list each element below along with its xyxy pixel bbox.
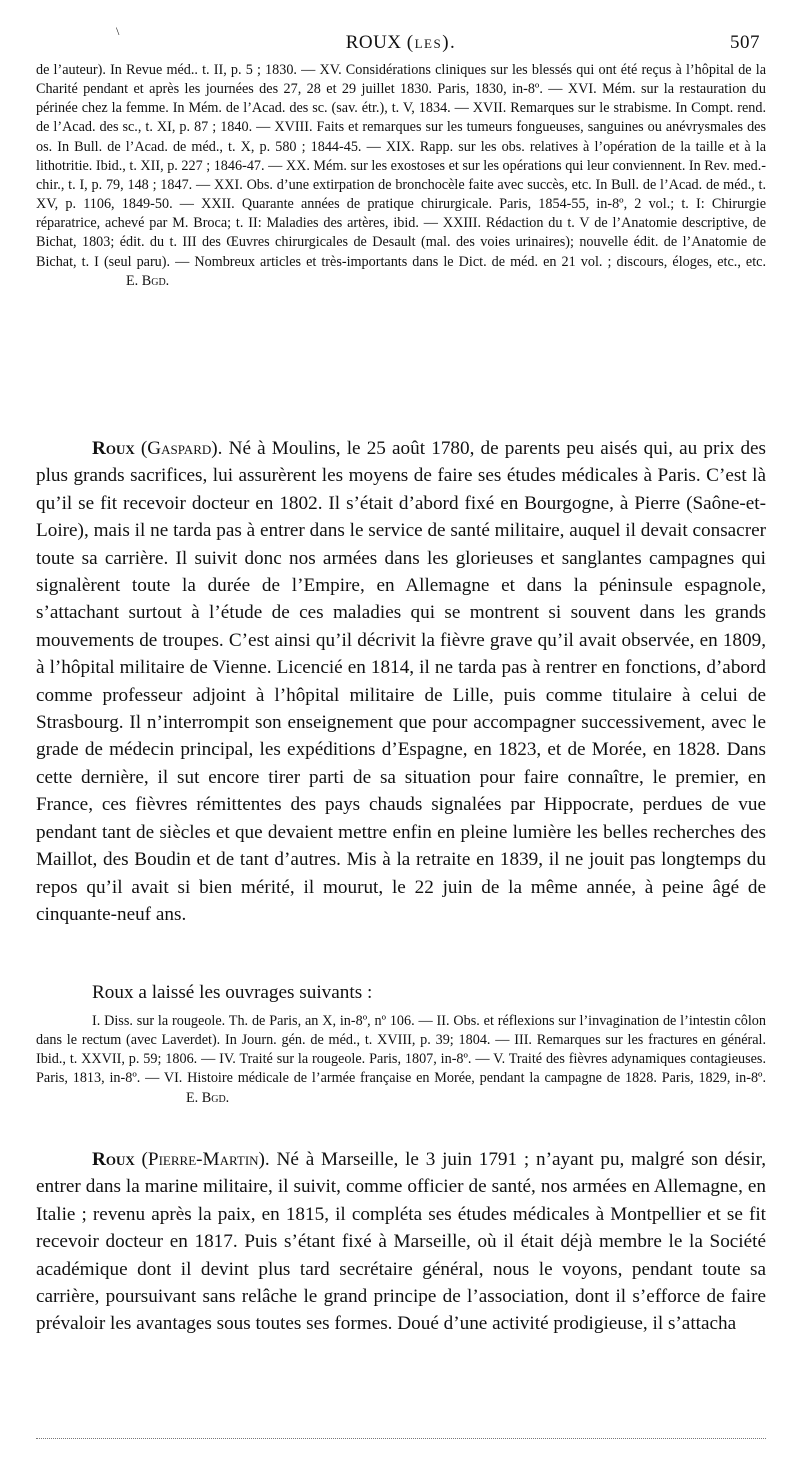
works-list <box>36 1012 766 1108</box>
entry-headword: Roux <box>92 438 135 459</box>
entry-headword: Roux <box>92 1149 135 1170</box>
previous-entry-bibliography <box>36 61 766 291</box>
page-number: 507 <box>730 32 760 53</box>
entry-paragraph <box>36 1146 766 1338</box>
header-title-paren: (les). <box>406 32 457 53</box>
works-intro: Roux a laissé les ouvrages suivants : <box>92 982 373 1003</box>
margin-tick-mark: \ <box>116 24 120 38</box>
header-title-main: ROUX <box>345 32 402 53</box>
bottom-dotted-rule <box>36 1438 766 1439</box>
bibliography-paragraph <box>36 61 766 291</box>
entry-body-text: Né à Moulins, le 25 août 1780, de parents peu aisés qui, au prix des plus grands sacrifices, lui assurèrent les moyens de faire ses études médicales à Paris. C’est là qu’il se fit recevoir docteur en 1802. Il s’était d’abord fixé en Bourgogne, à Pierre (Saône-et-Loire), mais il ne tarda pas à entrer dans le service de santé militaire, auquel il devait consacrer toute sa carrière. Il suivit donc nos armées dans les glorieuses et sanglantes campagnes qui signalèrent toute la durée de l’Empire, en Allemagne et dans la péninsule espagnole, s’attachant surtout à l’étude de ces maladies qui se montrent si souvent dans les grands mouvements de troupes. C’est ainsi qu’il décrivit la fièvre grave qu’il avait observée, en 1809, à l’hôpital militaire de Vienne. Licencié en 1814, il ne tarda pas à rentrer en fonctions, d’abord comme professeur adjoint à l’hôpital militaire de Lille, puis comme titulaire à celui de Strasbourg. Il n’interrompit son enseignement que pour accompagner successivement, avec le grade de médecin principal, les expéditions d’Espagne, en 1823, et de Morée, en 1828. Dans cette dernière, il sut encore tirer parti de sa situation pour faire connaître, le premier, en France, ces fièvres rémittentes des pays chauds signalées par Hippocrate, perdues de vue pendant tant de siècles et que devaient mettre enfin en pleine lumière les belles recherches des Maillot, des Boudin et de tant d’autres. Mis à la retraite en 1839, il ne jouit pas longtemps du repos qu’il avait si bien mérité, il mourut, le 22 juin de la même année, à peine âgé de cinquante-neuf ans. <box>36 438 767 925</box>
author-signature: E. Bgd. <box>126 272 170 289</box>
bibliography-text: de l’auteur). In Revue méd.. t. II, p. 5 ; 1830. — XV. Considérations cliniques sur les blessés qui ont été reçus à l’hôpital de la Charité pendant et après les journées des 27, 28 et 29 juillet 1830. Paris, 1830, in-8º. — XVI. Mém. sur la restauration du périnée chez la femme. In Mém. de l’Acad. des sc. (sav. étr.), t. V, 1834. — XVII. Remarques sur le strabisme. In Compt. rend. de l’Acad. des sc., t. XI, p. 87 ; 1840. — XVIII. Faits et remarques sur les tumeurs fongueuses, sanguines ou anévrysmales des os. In Bull. de l’Acad. de méd., t. X, p. 580 ; 1844-45. — XIX. Rapp. sur les obs. relatives à l’opération de la taille et à la lithotritie. Ibid., t. XII, p. 227 ; 1846-47. — XX. Mém. sur les exostoses et sur les opérations qui leur conviennent. In Rev. med.-chir., t. I, p. 79, 148 ; 1847. — XXI. Obs. d’une extirpation de bronchocèle faite avec succès, etc. In Bull. de l’Acad. de méd., t. XV, p. 1106, 1849-50. — XXII. Quarante années de pratique chirurgicale. Paris, 1854-55, in-8º, 2 vol.; t. I: Chirurgie réparatrice, achevé par M. Broca; t. II: Maladies des artères, ibid. — XXIII. Rédaction du t. V de l’Anatomie descriptive, de Bichat, 1803; édit. du t. III des Œuvres chirurgicales de Desault (mal. des voies urinaires); nouvelle édit. de l’Anatomie de Bichat, t. I (seul paru). — Nombreux articles et très-importants dans le Dict. de méd. en 21 vol. ; discours, éloges, etc., etc. <box>36 62 767 270</box>
works-paragraph <box>36 1012 766 1108</box>
works-text: I. Diss. sur la rougeole. Th. de Paris, an X, in-8º, nº 106. — II. Obs. et réflexions sur l’invagination de l’intestin côlon dans le rectum (avec Laverdet). In Journ. gén. de méd., t. XVIII, p. 39; 1804. — III. Remarques sur les fractures en général. Ibid., t. XXVII, p. 59; 1806. — IV. Traité sur la rougeole. Paris, 1807, in-8º. — V. Traité des fièvres adynamiques contagieuses. Paris, 1813, in-8º. — VI. Histoire médicale de l’armée française en Morée, pendant la campagne de 1828. Paris, 1829, in-8º. <box>36 1013 766 1087</box>
entry-given-name: (Gaspard). <box>140 438 223 459</box>
works-intro-block <box>36 979 766 1006</box>
entry-given-name: (Pierre-Martin). <box>141 1149 270 1170</box>
entry-paragraph <box>36 435 766 928</box>
running-header <box>36 0 766 60</box>
header-title <box>36 32 766 54</box>
entry-body-text: Né à Marseille, le 3 juin 1791 ; n’ayant pu, malgré son désir, entrer dans la marine militaire, il suivit, comme officier de santé, nos armées en Allemagne, en Italie ; revenu après la paix, en 1815, il compléta ses études médicales à Montpellier et se fit recevoir docteur en 1817. Puis s’étant fixé à Marseille, où il était déjà membre le la Société académique dont il devint plus tard secrétaire général, nous le voyons, pendant toute sa carrière, poursuivant sans relâche le grand principe de l’association, dont il s’efforce de faire prévaloir les avantages sous toutes ses formes. Doué d’une activité prodigieuse, il s’attacha <box>36 1149 766 1335</box>
document-page <box>36 0 767 1335</box>
entry-roux-gaspard <box>36 435 766 928</box>
entry-roux-pierre-martin <box>36 1146 766 1338</box>
works-signature: E. Bgd. <box>186 1089 230 1106</box>
